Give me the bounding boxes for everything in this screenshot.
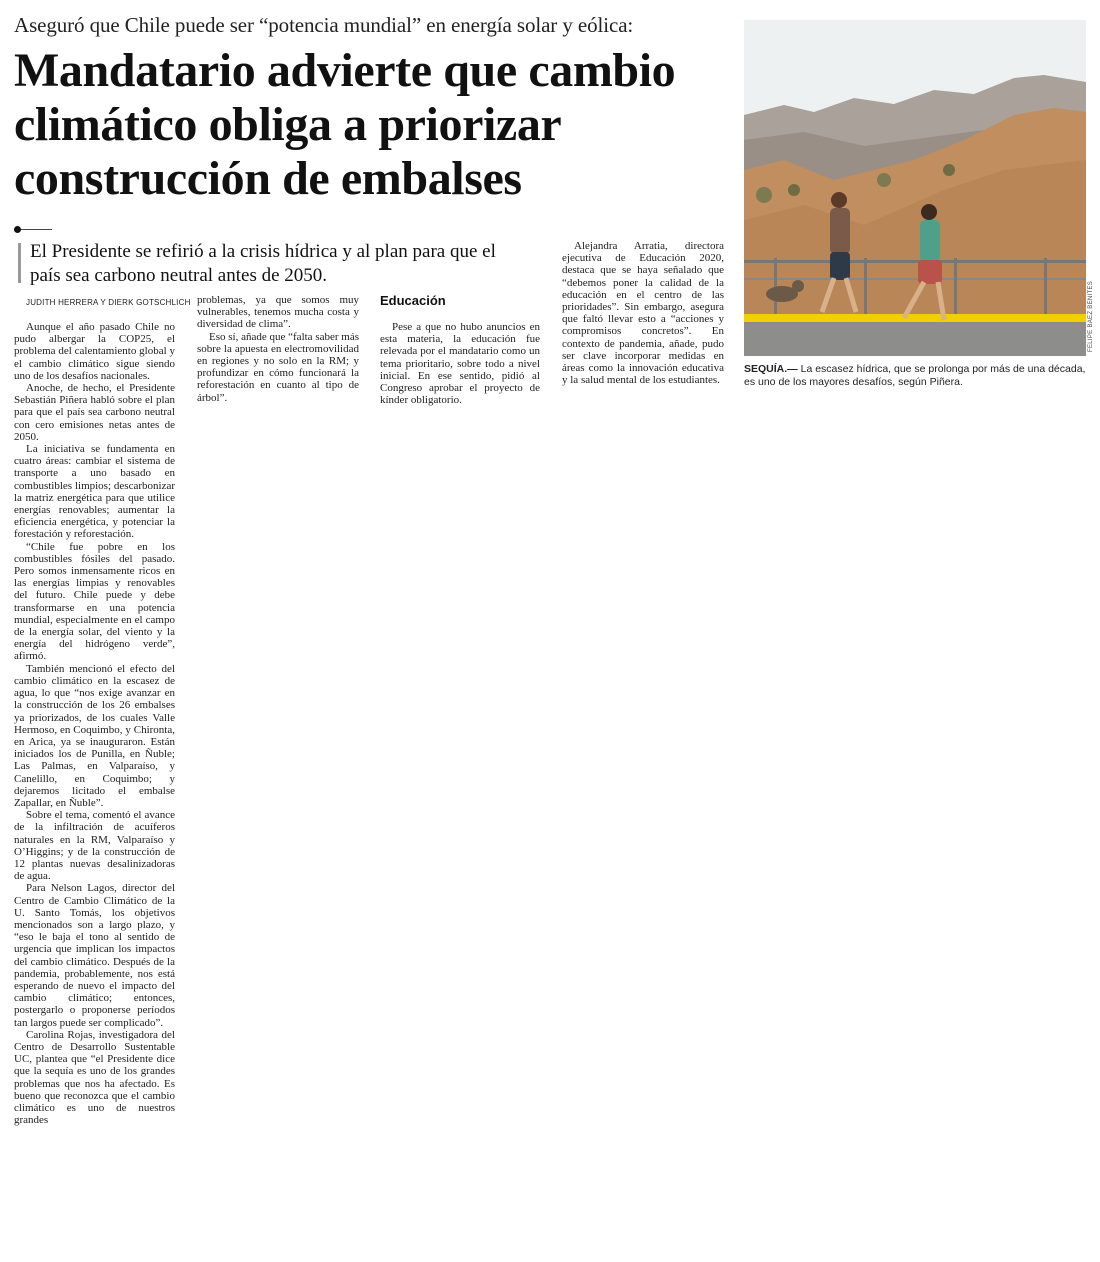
headline-line: construcción de embalses (14, 152, 522, 205)
paragraph: Eso sí, añade que “falta saber más sobre la apuesta en electromovilidad en regiones y no solo en la RM; y profundizar en cómo funcionará la reforestación en cuanto al tipo de árbol”. (197, 330, 359, 404)
photo-illustration (744, 20, 1086, 356)
body-column-1 (14, 321, 175, 1126)
paragraph: Sobre el tema, comentó el avance de la infiltración de acuíferos naturales en la RM, Valparaíso y O’Higgins; y de la construcción de 12 plantas nuevas desalinizadoras de agua. (14, 809, 175, 883)
deck-bar (18, 243, 21, 283)
paragraph: Para Nelson Lagos, director del Centro de Cambio Climático de la U. Santo Tomás, los objetivos mencionados son a largo plazo, y “eso le baja el tono al sentido de urgencia que implican los impactos del cambio climático. Después de la pandemia, probablemente, nos está esperando de nuevo el impacto del cambio climático; entonces, postergarlo o proponerse períodos tan largos puede ser complicado”. (14, 882, 175, 1029)
section-rule-dot (14, 226, 21, 233)
paragraph: Alejandra Arratia, directora ejecutiva de Educación 2020, destaca que se haya señalado que “debemos poner la calidad de la educación en el centro de las prioridades”. Sin embargo, asegura que faltó llevar esto a “acciones y compromisos concretos”. En contexto de pandemia, añade, pudo ser clave incorporar medidas en áreas como la innovación educativa y la salud mental de los estudiantes. (562, 240, 724, 387)
paragraph: Pese a que no hubo anuncios en esta materia, la educación fue relevada por el mandatario como un tema prioritario, sobre todo a nivel inicial. En ese sentido, pidió al Congreso aprobar el proyecto de kínder obligatorio. (380, 321, 540, 407)
caption-text: La escasez hídrica, que se prolonga por más de una década, es uno de los mayores desafíos, según Piñera. (744, 363, 1086, 388)
paragraph: También mencionó el efecto del cambio climático en la escasez de agua, lo que “nos exige avanzar en la construcción de los 26 embalses ya priorizados, de los cuales Valle Hermoso, en Coquimbo, y Chironta, en Arica, ya se inauguraron. Están iniciados los de Punilla, en Ñuble; Las Palmas, en Valparaíso, y Canelillo, en Coquimbo; y dejaremos licitado el embalse Zapallar, en Ñuble”. (14, 662, 175, 809)
deck-line: país sea carbono neutral antes de 2050. (30, 265, 328, 286)
paragraph: “Chile fue pobre en los combustibles fósiles del pasado. Pero somos inmensamente ricos en las energías limpias y renovables del futuro. Chile puede y debe transformarse en una potencia mundial, especialmente en el campo de la energía solar, del viento y la energía del hidrógeno verde”, afirmó. (14, 540, 175, 663)
caption-label: SEQUÍA.— (744, 363, 798, 375)
headline (14, 44, 734, 206)
deck (30, 240, 550, 288)
body-column-2 (197, 294, 359, 404)
headline-line: climático obliga a priorizar (14, 98, 562, 151)
subhead-educacion: Educación (380, 293, 446, 308)
photo-credit: FELIPE BAEZ BENITES (1088, 280, 1094, 352)
photo-caption (744, 363, 1089, 389)
headline-line: Mandatario advierte que cambio (14, 44, 676, 97)
paragraph: Carolina Rojas, investigadora del Centro de Desarrollo Sustentable UC, plantea que “el Presidente dice que la sequía es uno de los grandes problemas que nos ha afectado. Es bueno que reconozca que el cambio climático es uno de nuestros grandes (14, 1028, 175, 1127)
body-column-3 (380, 321, 540, 406)
paragraph: La iniciativa se fundamenta en cuatro áreas: cambiar el sistema de transporte a uno basado en combustibles limpios; descarbonizar la matriz energética para que utilice energías renovables; aumentar la eficiencia energética, y potenciar la forestación y reforestación. (14, 443, 175, 541)
paragraph: Anoche, de hecho, el Presidente Sebastián Piñera habló sobre el plan para que el país sea carbono neutral con cero emisiones netas antes de 2050. (14, 382, 175, 443)
deck-line: El Presidente se refirió a la crisis hídrica y al plan para que el (30, 241, 496, 262)
news-photo (744, 20, 1086, 356)
body-column-4 (562, 240, 724, 386)
byline: JUDITH HERRERA Y DIERK GOTSCHLICH (26, 298, 191, 307)
kicker: Aseguró que Chile puede ser “potencia mundial” en energía solar y eólica: (14, 13, 634, 37)
paragraph: Aunque el año pasado Chile no pudo albergar la COP25, el problema del calentamiento global y el cambio climático sigue siendo uno de los desafíos nacionales. (14, 321, 175, 382)
paragraph: problemas, ya que somos muy vulnerables, tenemos mucha costa y diversidad de clima”. (197, 294, 359, 331)
